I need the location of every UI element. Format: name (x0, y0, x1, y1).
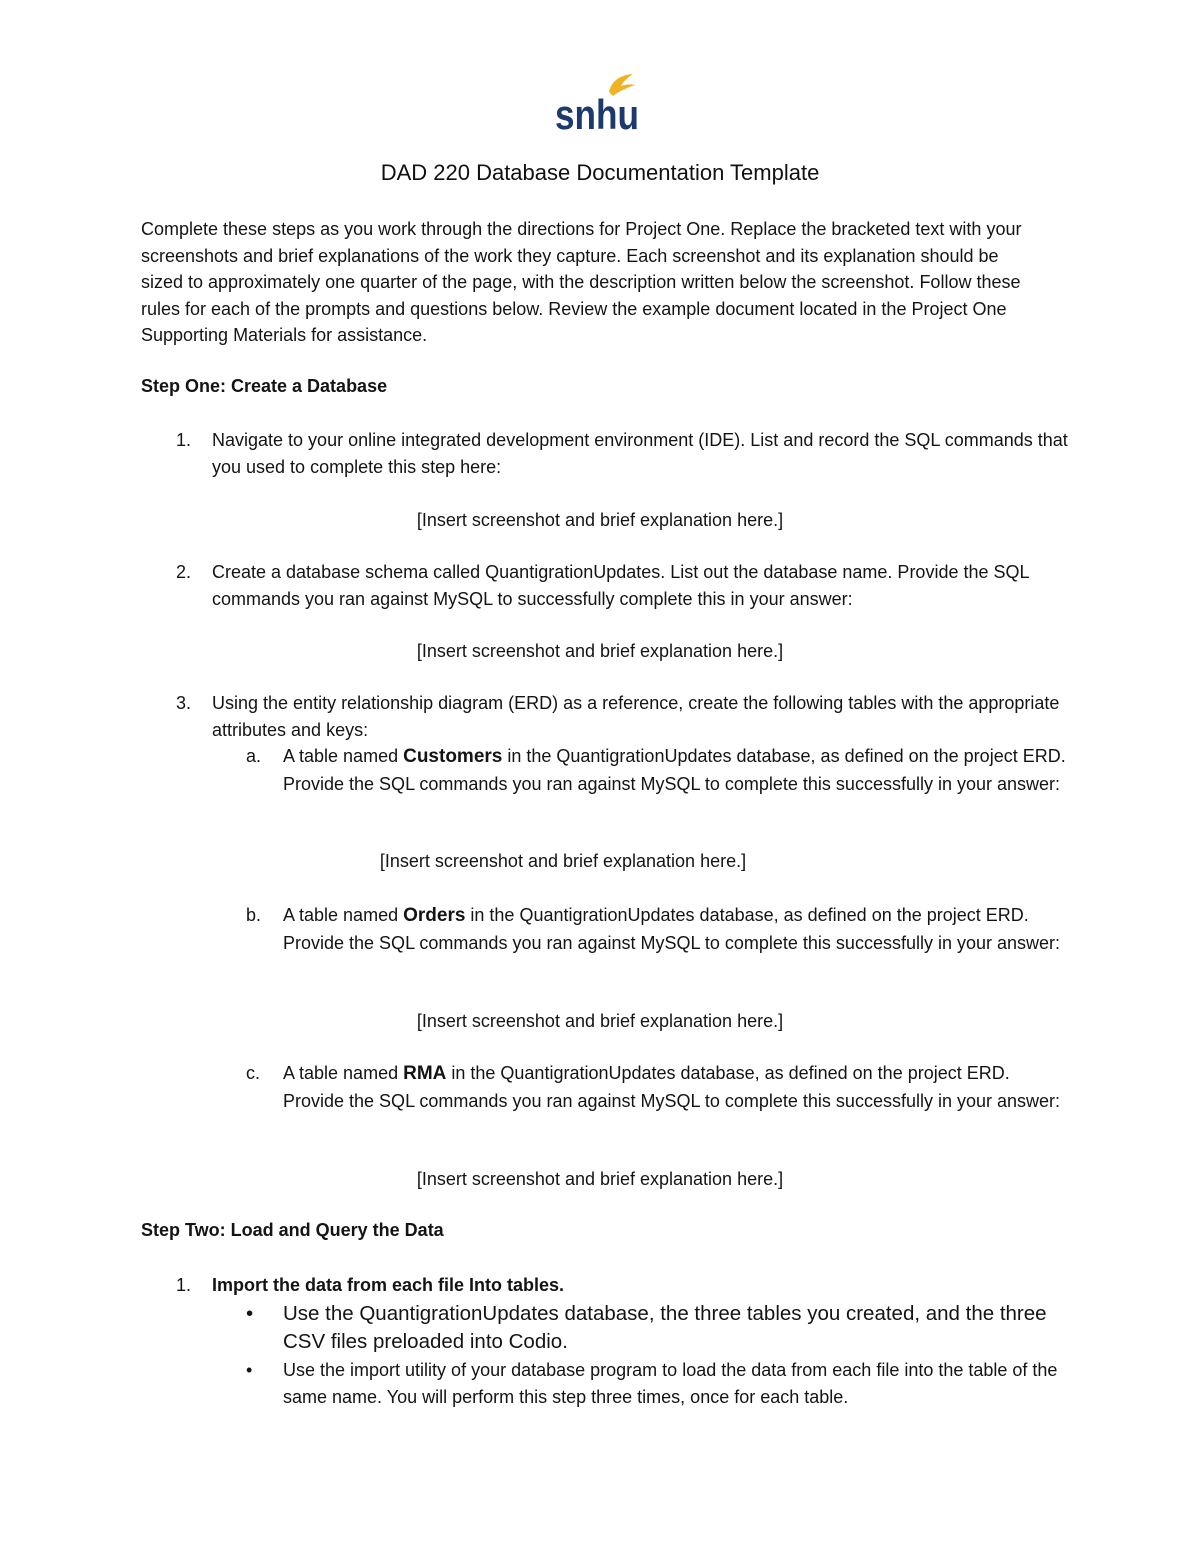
step-one-item-1 (141, 427, 1071, 480)
item-number: 3. (176, 693, 192, 713)
bullet-text: Use the QuantigrationUpdates database, the three tables you created, and the three CSV files preloaded into Codio. (283, 1302, 1047, 1353)
subitem-letter: a. (246, 746, 262, 766)
subitem-c (212, 1060, 1072, 1114)
bullet-1 (212, 1300, 1072, 1356)
step-one-heading: Step One: Create a Database (141, 376, 388, 396)
item-number: 2. (176, 562, 192, 582)
intro-paragraph: Complete these steps as you work through the directions for Project One. Replace the bracketed text with your screenshots and brief explanations of the work they capture. Each screenshot and its explanation should be sized to approximately one quarter of the page, with the description written below the screenshot. Follow these rules for each of the prompts and questions below. Review the example document located in the Project One Supporting Materials for assistance. (141, 219, 1022, 345)
placeholder-3c: [Insert screenshot and brief explanation here.] (416, 1169, 784, 1189)
bullet-2 (212, 1357, 1072, 1410)
logo-wordmark: snhu (555, 91, 639, 138)
item-text: Using the entity relationship diagram (ERD) as a reference, create the following tables with the appropriate attributes and keys: (212, 693, 1060, 740)
subitem-b (212, 902, 1072, 956)
subitem-text: A table named Customers in the QuantigrationUpdates database, as defined on the project ERD. Provide the SQL commands you ran against MySQL to complete this successfully in your answer: (283, 746, 1066, 794)
placeholder-2: [Insert screenshot and brief explanation here.] (416, 641, 784, 661)
subitem-letter: b. (246, 905, 262, 925)
item-number: 1. (176, 1275, 192, 1295)
step-one-item-3 (141, 690, 1071, 743)
bullet-text: Use the import utility of your database program to load the data from each file into the table of the same name. You will perform this step three times, once for each table. (283, 1360, 1058, 1407)
snhu-logo (553, 72, 641, 138)
table-name-customers: Customers (403, 746, 503, 767)
step-two-heading: Step Two: Load and Query the Data (141, 1220, 444, 1240)
placeholder-1: [Insert screenshot and brief explanation here.] (416, 510, 784, 530)
item-number: 1. (176, 430, 192, 450)
step-two-item-1 (141, 1272, 1071, 1299)
subitem-letter: c. (246, 1063, 261, 1083)
bullet-dot: • (246, 1302, 254, 1325)
step-one-item-2 (141, 559, 1071, 612)
subitem-text: A table named RMA in the QuantigrationUpdates database, as defined on the project ERD. Provide the SQL commands you ran against MySQL to complete this successfully in your answer: (283, 1063, 1061, 1111)
subitem-text: A table named Orders in the QuantigrationUpdates database, as defined on the project ERD. Provide the SQL commands you ran against MySQL to complete this successfully in your answer: (283, 905, 1061, 953)
item-text: Import the data from each file Into tables. (212, 1275, 565, 1295)
placeholder-3a: [Insert screenshot and brief explanation here.] (379, 851, 747, 871)
document-title: DAD 220 Database Documentation Template (380, 160, 820, 185)
item-text: Create a database schema called QuantigrationUpdates. List out the database name. Provide the SQL commands you ran against MySQL to successfully complete this in your answer: (212, 562, 1029, 609)
table-name-orders: Orders (403, 905, 466, 926)
bullet-dot: • (246, 1360, 253, 1380)
table-name-rma: RMA (403, 1063, 447, 1084)
item-text: Navigate to your online integrated development environment (IDE). List and record the SQL commands that you used to complete this step here: (212, 430, 1068, 477)
placeholder-3b: [Insert screenshot and brief explanation here.] (416, 1011, 784, 1031)
subitem-a (212, 743, 1072, 797)
